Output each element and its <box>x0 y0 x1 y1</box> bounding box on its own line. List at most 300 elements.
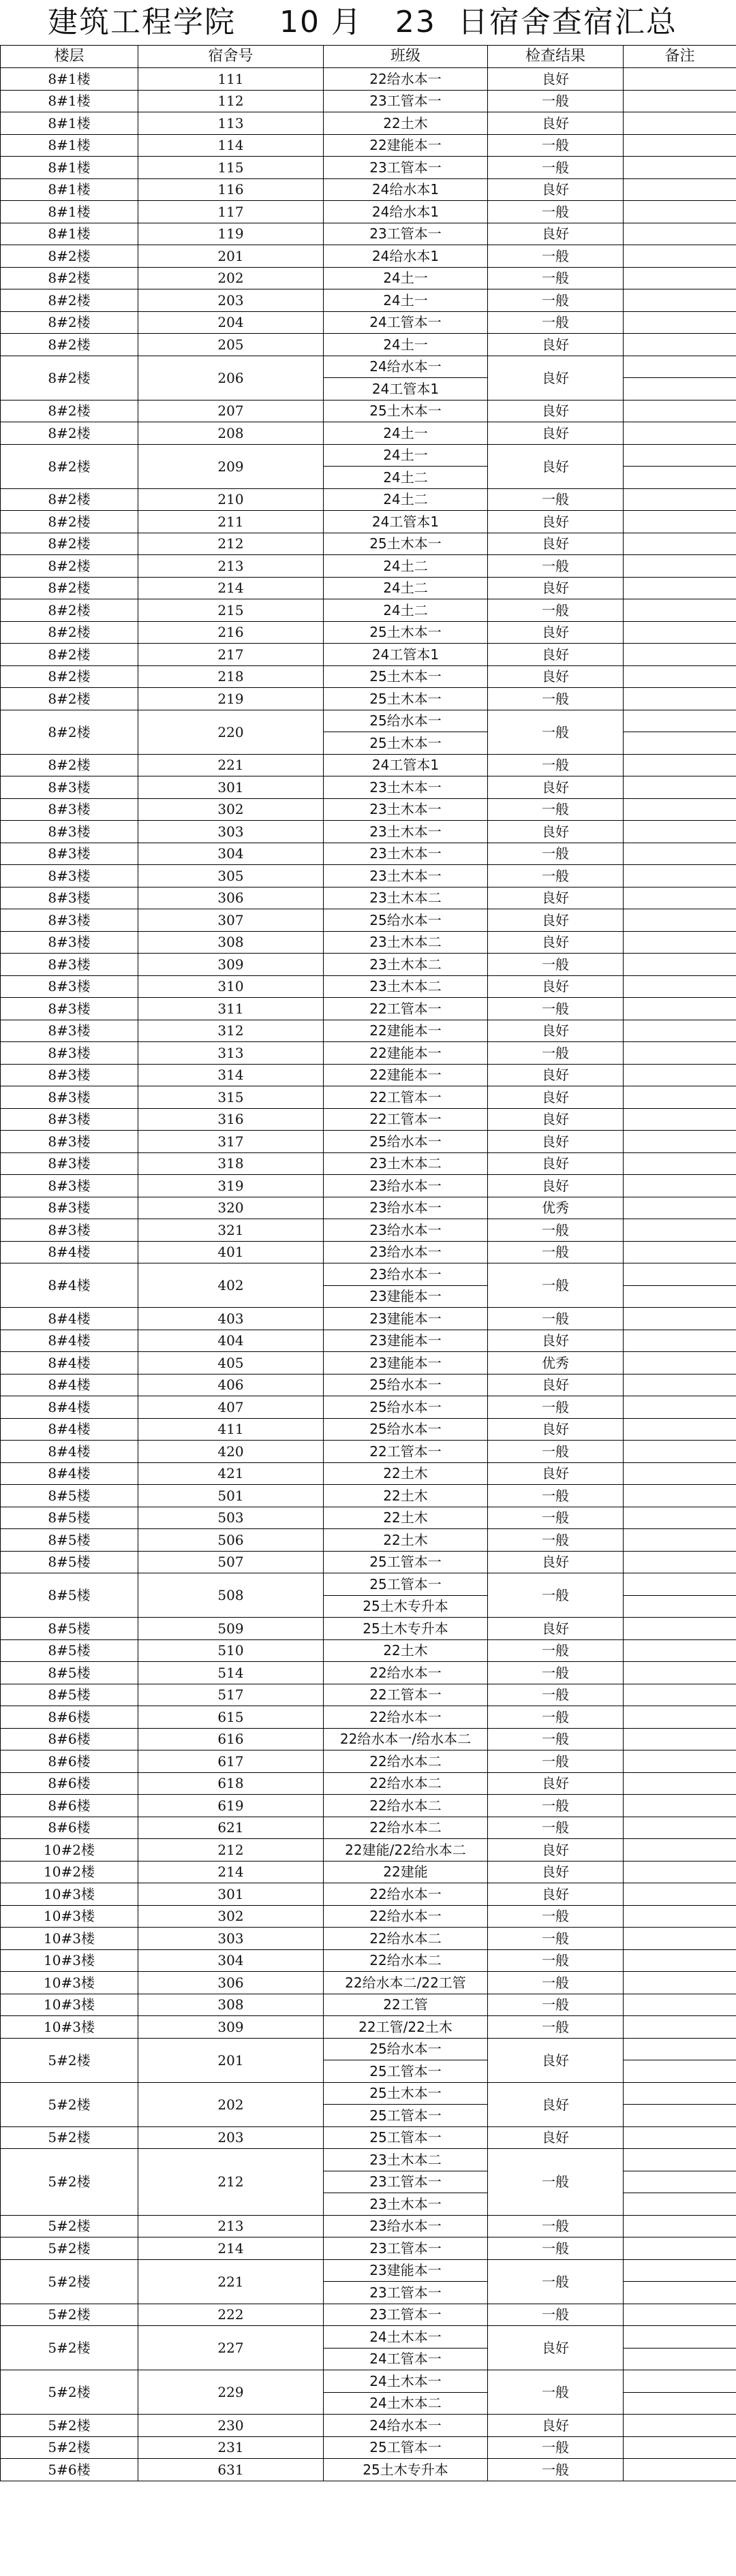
floor-cell: 8#1楼 <box>1 134 138 157</box>
note-cell <box>624 2259 736 2282</box>
note-cell <box>624 954 736 976</box>
class-cell: 24土木本一 <box>324 2370 488 2393</box>
room-cell: 320 <box>138 1197 324 1219</box>
note-cell <box>624 1972 736 1994</box>
class-cell: 23土木本一 <box>324 2193 488 2216</box>
floor-cell: 8#1楼 <box>1 90 138 112</box>
floor-cell: 8#2楼 <box>1 334 138 356</box>
result-cell: 一般 <box>488 245 624 268</box>
table-row <box>1 1131 736 1153</box>
result-cell: 一般 <box>488 798 624 821</box>
note-cell <box>624 1905 736 1928</box>
floor-cell: 8#3楼 <box>1 909 138 932</box>
room-cell: 215 <box>138 599 324 622</box>
note-cell <box>624 1949 736 1972</box>
note-cell <box>624 555 736 578</box>
room-cell: 510 <box>138 1639 324 1662</box>
table-row <box>1 821 736 843</box>
result-cell: 良好 <box>488 1462 624 1485</box>
table-row <box>1 688 736 710</box>
room-cell: 114 <box>138 134 324 157</box>
result-cell: 一般 <box>488 954 624 976</box>
room-cell: 201 <box>138 2038 324 2082</box>
result-cell: 良好 <box>488 2082 624 2126</box>
room-cell: 202 <box>138 267 324 289</box>
result-cell: 良好 <box>488 1418 624 1441</box>
note-cell <box>624 1994 736 2016</box>
class-cell: 22给水本二 <box>324 1772 488 1795</box>
table-row <box>1 68 736 91</box>
note-cell <box>624 2459 736 2481</box>
note-cell <box>624 1684 736 1706</box>
note-cell <box>624 688 736 710</box>
result-cell: 良好 <box>488 178 624 201</box>
result-cell: 一般 <box>488 134 624 157</box>
result-cell: 一般 <box>488 1507 624 1529</box>
class-cell: 22给水本一 <box>324 68 488 91</box>
result-cell: 一般 <box>488 998 624 1020</box>
result-cell: 一般 <box>488 1706 624 1729</box>
class-cell: 23土木本一 <box>324 843 488 865</box>
header-floor: 楼层 <box>1 46 138 68</box>
floor-cell: 8#4楼 <box>1 1308 138 1330</box>
floor-cell: 8#3楼 <box>1 843 138 865</box>
floor-cell: 8#5楼 <box>1 1618 138 1640</box>
note-cell <box>624 887 736 909</box>
table-row <box>1 843 736 865</box>
class-cell: 23工管本一 <box>324 90 488 112</box>
class-cell: 22建能本一 <box>324 1042 488 1065</box>
table-row <box>1 1020 736 1042</box>
result-cell: 一般 <box>488 599 624 622</box>
class-cell: 25土木专升本 <box>324 1618 488 1640</box>
class-cell: 22给水本一 <box>324 1706 488 1729</box>
note-cell <box>624 1285 736 1308</box>
result-cell: 一般 <box>488 1529 624 1552</box>
note-cell <box>624 843 736 865</box>
room-cell: 214 <box>138 2237 324 2260</box>
class-cell: 22给水本二 <box>324 1928 488 1950</box>
floor-cell: 5#2楼 <box>1 2038 138 2082</box>
room-cell: 209 <box>138 444 324 488</box>
note-cell <box>624 599 736 622</box>
room-cell: 227 <box>138 2326 324 2370</box>
floor-cell: 5#2楼 <box>1 2326 138 2370</box>
note-cell <box>624 1064 736 1086</box>
result-cell: 一般 <box>488 2259 624 2304</box>
room-cell: 222 <box>138 2304 324 2326</box>
floor-cell: 8#4楼 <box>1 1263 138 1308</box>
floor-cell: 8#2楼 <box>1 245 138 268</box>
room-cell: 116 <box>138 178 324 201</box>
table-row <box>1 1308 736 1330</box>
room-cell: 318 <box>138 1152 324 1175</box>
class-cell: 22土木 <box>324 1529 488 1552</box>
table-row <box>1 90 736 112</box>
table-row <box>1 621 736 644</box>
result-cell: 一般 <box>488 688 624 710</box>
table-row <box>1 1883 736 1906</box>
note-cell <box>624 2126 736 2149</box>
floor-cell: 5#2楼 <box>1 2149 138 2216</box>
note-cell <box>624 1728 736 1750</box>
class-cell: 24土一 <box>324 289 488 312</box>
class-cell: 25工管本一 <box>324 2105 488 2127</box>
note-cell <box>624 134 736 157</box>
result-cell: 一般 <box>488 1396 624 1419</box>
room-cell: 619 <box>138 1795 324 1817</box>
result-cell: 良好 <box>488 776 624 799</box>
result-cell: 良好 <box>488 1883 624 1906</box>
floor-cell: 10#2楼 <box>1 1861 138 1883</box>
result-cell: 一般 <box>488 1241 624 1263</box>
class-cell: 22给水本一 <box>324 1905 488 1928</box>
result-cell: 良好 <box>488 644 624 666</box>
room-cell: 310 <box>138 975 324 998</box>
note-cell <box>624 68 736 91</box>
class-cell: 25工管本一 <box>324 1573 488 1596</box>
floor-cell: 8#5楼 <box>1 1507 138 1529</box>
room-cell: 403 <box>138 1308 324 1330</box>
table-row <box>1 1618 736 1640</box>
class-cell: 24土一 <box>324 444 488 467</box>
note-cell <box>624 1197 736 1219</box>
class-cell: 25工管本一 <box>324 2436 488 2459</box>
table-row <box>1 1551 736 1573</box>
result-cell: 一般 <box>488 1684 624 1706</box>
room-cell: 210 <box>138 488 324 511</box>
note-cell <box>624 1485 736 1507</box>
floor-cell: 5#6楼 <box>1 2459 138 2481</box>
room-cell: 317 <box>138 1131 324 1153</box>
floor-cell: 8#5楼 <box>1 1639 138 1662</box>
table-row <box>1 1175 736 1197</box>
result-cell: 良好 <box>488 422 624 445</box>
class-cell: 24土二 <box>324 599 488 622</box>
note-cell <box>624 931 736 954</box>
floor-cell: 8#4楼 <box>1 1418 138 1441</box>
result-cell: 良好 <box>488 2038 624 2082</box>
class-cell: 23土木本二 <box>324 887 488 909</box>
floor-cell: 8#3楼 <box>1 1064 138 1086</box>
note-cell <box>624 975 736 998</box>
floor-cell: 10#3楼 <box>1 1949 138 1972</box>
room-cell: 113 <box>138 112 324 135</box>
class-cell: 22给水本一/给水本二 <box>324 1728 488 1750</box>
class-cell: 24给水本1 <box>324 201 488 223</box>
result-cell: 良好 <box>488 1839 624 1862</box>
room-cell: 212 <box>138 533 324 555</box>
table-row <box>1 112 736 135</box>
room-cell: 401 <box>138 1241 324 1263</box>
table-row <box>1 776 736 799</box>
class-cell: 23土木本一 <box>324 865 488 888</box>
class-cell: 24土二 <box>324 488 488 511</box>
class-cell: 22给水本二 <box>324 1949 488 1972</box>
note-cell <box>624 1374 736 1396</box>
result-cell: 良好 <box>488 356 624 400</box>
note-cell <box>624 909 736 932</box>
note-cell <box>624 1795 736 1817</box>
result-cell: 良好 <box>488 68 624 91</box>
result-cell: 一般 <box>488 90 624 112</box>
room-cell: 406 <box>138 1374 324 1396</box>
table-row <box>1 245 736 268</box>
result-cell: 一般 <box>488 1042 624 1065</box>
note-cell <box>624 533 736 555</box>
result-cell: 良好 <box>488 2126 624 2149</box>
note-cell <box>624 1086 736 1109</box>
floor-cell: 8#2楼 <box>1 665 138 688</box>
result-cell: 一般 <box>488 1573 624 1618</box>
table-row <box>1 555 736 578</box>
floor-cell: 8#4楼 <box>1 1441 138 1463</box>
note-cell <box>624 1662 736 1684</box>
room-cell: 212 <box>138 1839 324 1862</box>
room-cell: 404 <box>138 1330 324 1352</box>
result-cell: 一般 <box>488 1728 624 1750</box>
room-cell: 219 <box>138 688 324 710</box>
table-row <box>1 2304 736 2326</box>
class-cell: 22工管本一 <box>324 1441 488 1463</box>
floor-cell: 5#2楼 <box>1 2259 138 2304</box>
table-row <box>1 909 736 932</box>
result-cell: 良好 <box>488 1020 624 1042</box>
floor-cell: 8#3楼 <box>1 1152 138 1175</box>
floor-cell: 8#5楼 <box>1 1573 138 1618</box>
class-cell: 23工管本一 <box>324 223 488 245</box>
result-cell: 良好 <box>488 931 624 954</box>
table-row <box>1 975 736 998</box>
floor-cell: 8#2楼 <box>1 710 138 754</box>
floor-cell: 10#3楼 <box>1 1883 138 1906</box>
class-cell: 24给水本1 <box>324 245 488 268</box>
table-row <box>1 1086 736 1109</box>
class-cell: 23土木本一 <box>324 776 488 799</box>
result-cell: 良好 <box>488 1064 624 1086</box>
result-cell: 一般 <box>488 1994 624 2016</box>
class-cell: 24土二 <box>324 577 488 599</box>
note-cell <box>624 754 736 776</box>
class-cell: 25工管本一 <box>324 2060 488 2083</box>
note-cell <box>624 1352 736 1375</box>
floor-cell: 8#2楼 <box>1 289 138 312</box>
table-row <box>1 2326 736 2349</box>
room-cell: 316 <box>138 1108 324 1131</box>
floor-cell: 8#5楼 <box>1 1529 138 1552</box>
room-cell: 111 <box>138 68 324 91</box>
table-row <box>1 1507 736 1529</box>
table-row <box>1 2370 736 2393</box>
note-cell <box>624 2171 736 2193</box>
table-row <box>1 134 736 157</box>
class-cell: 22给水本一 <box>324 1662 488 1684</box>
note-cell <box>624 798 736 821</box>
header-note: 备注 <box>624 46 736 68</box>
result-cell: 一般 <box>488 1928 624 1950</box>
result-cell: 一般 <box>488 1485 624 1507</box>
class-cell: 25给水本一 <box>324 1131 488 1153</box>
result-cell: 一般 <box>488 1795 624 1817</box>
table-row <box>1 1396 736 1419</box>
floor-cell: 8#3楼 <box>1 798 138 821</box>
room-cell: 420 <box>138 1441 324 1463</box>
room-cell: 517 <box>138 1684 324 1706</box>
note-cell <box>624 223 736 245</box>
table-row <box>1 201 736 223</box>
result-cell: 一般 <box>488 1662 624 1684</box>
result-cell: 良好 <box>488 577 624 599</box>
table-row <box>1 422 736 445</box>
class-cell: 24土二 <box>324 467 488 489</box>
result-cell: 良好 <box>488 1108 624 1131</box>
table-row <box>1 356 736 378</box>
table-row <box>1 2126 736 2149</box>
floor-cell: 8#3楼 <box>1 1020 138 1042</box>
table-row <box>1 2259 736 2282</box>
room-cell: 214 <box>138 577 324 599</box>
room-cell: 617 <box>138 1750 324 1773</box>
class-cell: 23给水本一 <box>324 1197 488 1219</box>
note-cell <box>624 621 736 644</box>
floor-cell: 8#2楼 <box>1 267 138 289</box>
note-cell <box>624 2348 736 2370</box>
room-cell: 309 <box>138 2016 324 2039</box>
class-cell: 22工管本一 <box>324 1086 488 1109</box>
note-cell <box>624 1418 736 1441</box>
table-row <box>1 1750 736 1773</box>
note-cell <box>624 2060 736 2083</box>
floor-cell: 8#2楼 <box>1 688 138 710</box>
result-cell: 一般 <box>488 2436 624 2459</box>
class-cell: 23建能本一 <box>324 2259 488 2282</box>
class-cell: 25给水本一 <box>324 2038 488 2060</box>
floor-cell: 8#4楼 <box>1 1352 138 1375</box>
floor-cell: 8#6楼 <box>1 1706 138 1729</box>
floor-cell: 8#6楼 <box>1 1772 138 1795</box>
note-cell <box>624 422 736 445</box>
inspection-table <box>0 45 736 2481</box>
note-cell <box>624 2436 736 2459</box>
result-cell: 一般 <box>488 2237 624 2260</box>
table-row <box>1 2149 736 2171</box>
note-cell <box>624 710 736 732</box>
table-row <box>1 1241 736 1263</box>
note-cell <box>624 1507 736 1529</box>
note-cell <box>624 334 736 356</box>
result-cell: 一般 <box>488 311 624 334</box>
floor-cell: 8#3楼 <box>1 1219 138 1242</box>
table-row <box>1 1772 736 1795</box>
room-cell: 313 <box>138 1042 324 1065</box>
floor-cell: 10#3楼 <box>1 2016 138 2039</box>
result-cell: 一般 <box>488 1949 624 1972</box>
room-cell: 315 <box>138 1086 324 1109</box>
note-cell <box>624 821 736 843</box>
note-cell <box>624 1396 736 1419</box>
note-cell <box>624 865 736 888</box>
note-cell <box>624 2282 736 2304</box>
class-cell: 24给水本1 <box>324 178 488 201</box>
class-cell: 23土木本二 <box>324 954 488 976</box>
note-cell <box>624 1639 736 1662</box>
class-cell: 24土木本二 <box>324 2392 488 2415</box>
room-cell: 202 <box>138 2082 324 2126</box>
note-cell <box>624 2392 736 2415</box>
floor-cell: 8#3楼 <box>1 931 138 954</box>
note-cell <box>624 378 736 400</box>
room-cell: 205 <box>138 334 324 356</box>
floor-cell: 10#3楼 <box>1 1994 138 2016</box>
table-row <box>1 1994 736 2016</box>
note-cell <box>624 1175 736 1197</box>
note-cell <box>624 157 736 179</box>
class-cell: 24工管本1 <box>324 511 488 533</box>
room-cell: 212 <box>138 2149 324 2216</box>
class-cell: 22建能本一 <box>324 134 488 157</box>
floor-cell: 8#3楼 <box>1 1197 138 1219</box>
note-cell <box>624 2415 736 2437</box>
note-cell <box>624 1817 736 1839</box>
table-row <box>1 2215 736 2237</box>
room-cell: 305 <box>138 865 324 888</box>
result-cell: 良好 <box>488 1330 624 1352</box>
floor-cell: 8#1楼 <box>1 68 138 91</box>
room-cell: 616 <box>138 1728 324 1750</box>
table-row <box>1 311 736 334</box>
note-cell <box>624 2193 736 2216</box>
class-cell: 22给水本一 <box>324 1883 488 1906</box>
room-cell: 303 <box>138 1928 324 1950</box>
table-row <box>1 710 736 732</box>
room-cell: 302 <box>138 798 324 821</box>
room-cell: 306 <box>138 887 324 909</box>
floor-cell: 8#4楼 <box>1 1374 138 1396</box>
room-cell: 308 <box>138 931 324 954</box>
class-cell: 22工管/22土木 <box>324 2016 488 2039</box>
note-cell <box>624 1462 736 1485</box>
class-cell: 25土木本一 <box>324 732 488 755</box>
note-cell <box>624 644 736 666</box>
floor-cell: 8#2楼 <box>1 754 138 776</box>
floor-cell: 8#2楼 <box>1 599 138 622</box>
note-cell <box>624 1772 736 1795</box>
class-cell: 24工管本一 <box>324 311 488 334</box>
result-cell: 一般 <box>488 1972 624 1994</box>
result-cell: 良好 <box>488 2415 624 2437</box>
room-cell: 405 <box>138 1352 324 1375</box>
floor-cell: 8#2楼 <box>1 444 138 488</box>
result-cell: 一般 <box>488 2016 624 2039</box>
room-cell: 631 <box>138 2459 324 2481</box>
floor-cell: 8#5楼 <box>1 1485 138 1507</box>
result-cell: 一般 <box>488 201 624 223</box>
floor-cell: 8#1楼 <box>1 178 138 201</box>
note-cell <box>624 2370 736 2393</box>
floor-cell: 8#2楼 <box>1 311 138 334</box>
floor-cell: 8#3楼 <box>1 998 138 1020</box>
class-cell: 23给水本一 <box>324 1219 488 1242</box>
table-row <box>1 577 736 599</box>
class-cell: 22给水本二 <box>324 1817 488 1839</box>
table-row <box>1 931 736 954</box>
room-cell: 506 <box>138 1529 324 1552</box>
result-cell: 一般 <box>488 1219 624 1242</box>
class-cell: 22建能/22给水本二 <box>324 1839 488 1862</box>
table-row <box>1 1441 736 1463</box>
table-row <box>1 1108 736 1131</box>
note-cell <box>624 1241 736 1263</box>
